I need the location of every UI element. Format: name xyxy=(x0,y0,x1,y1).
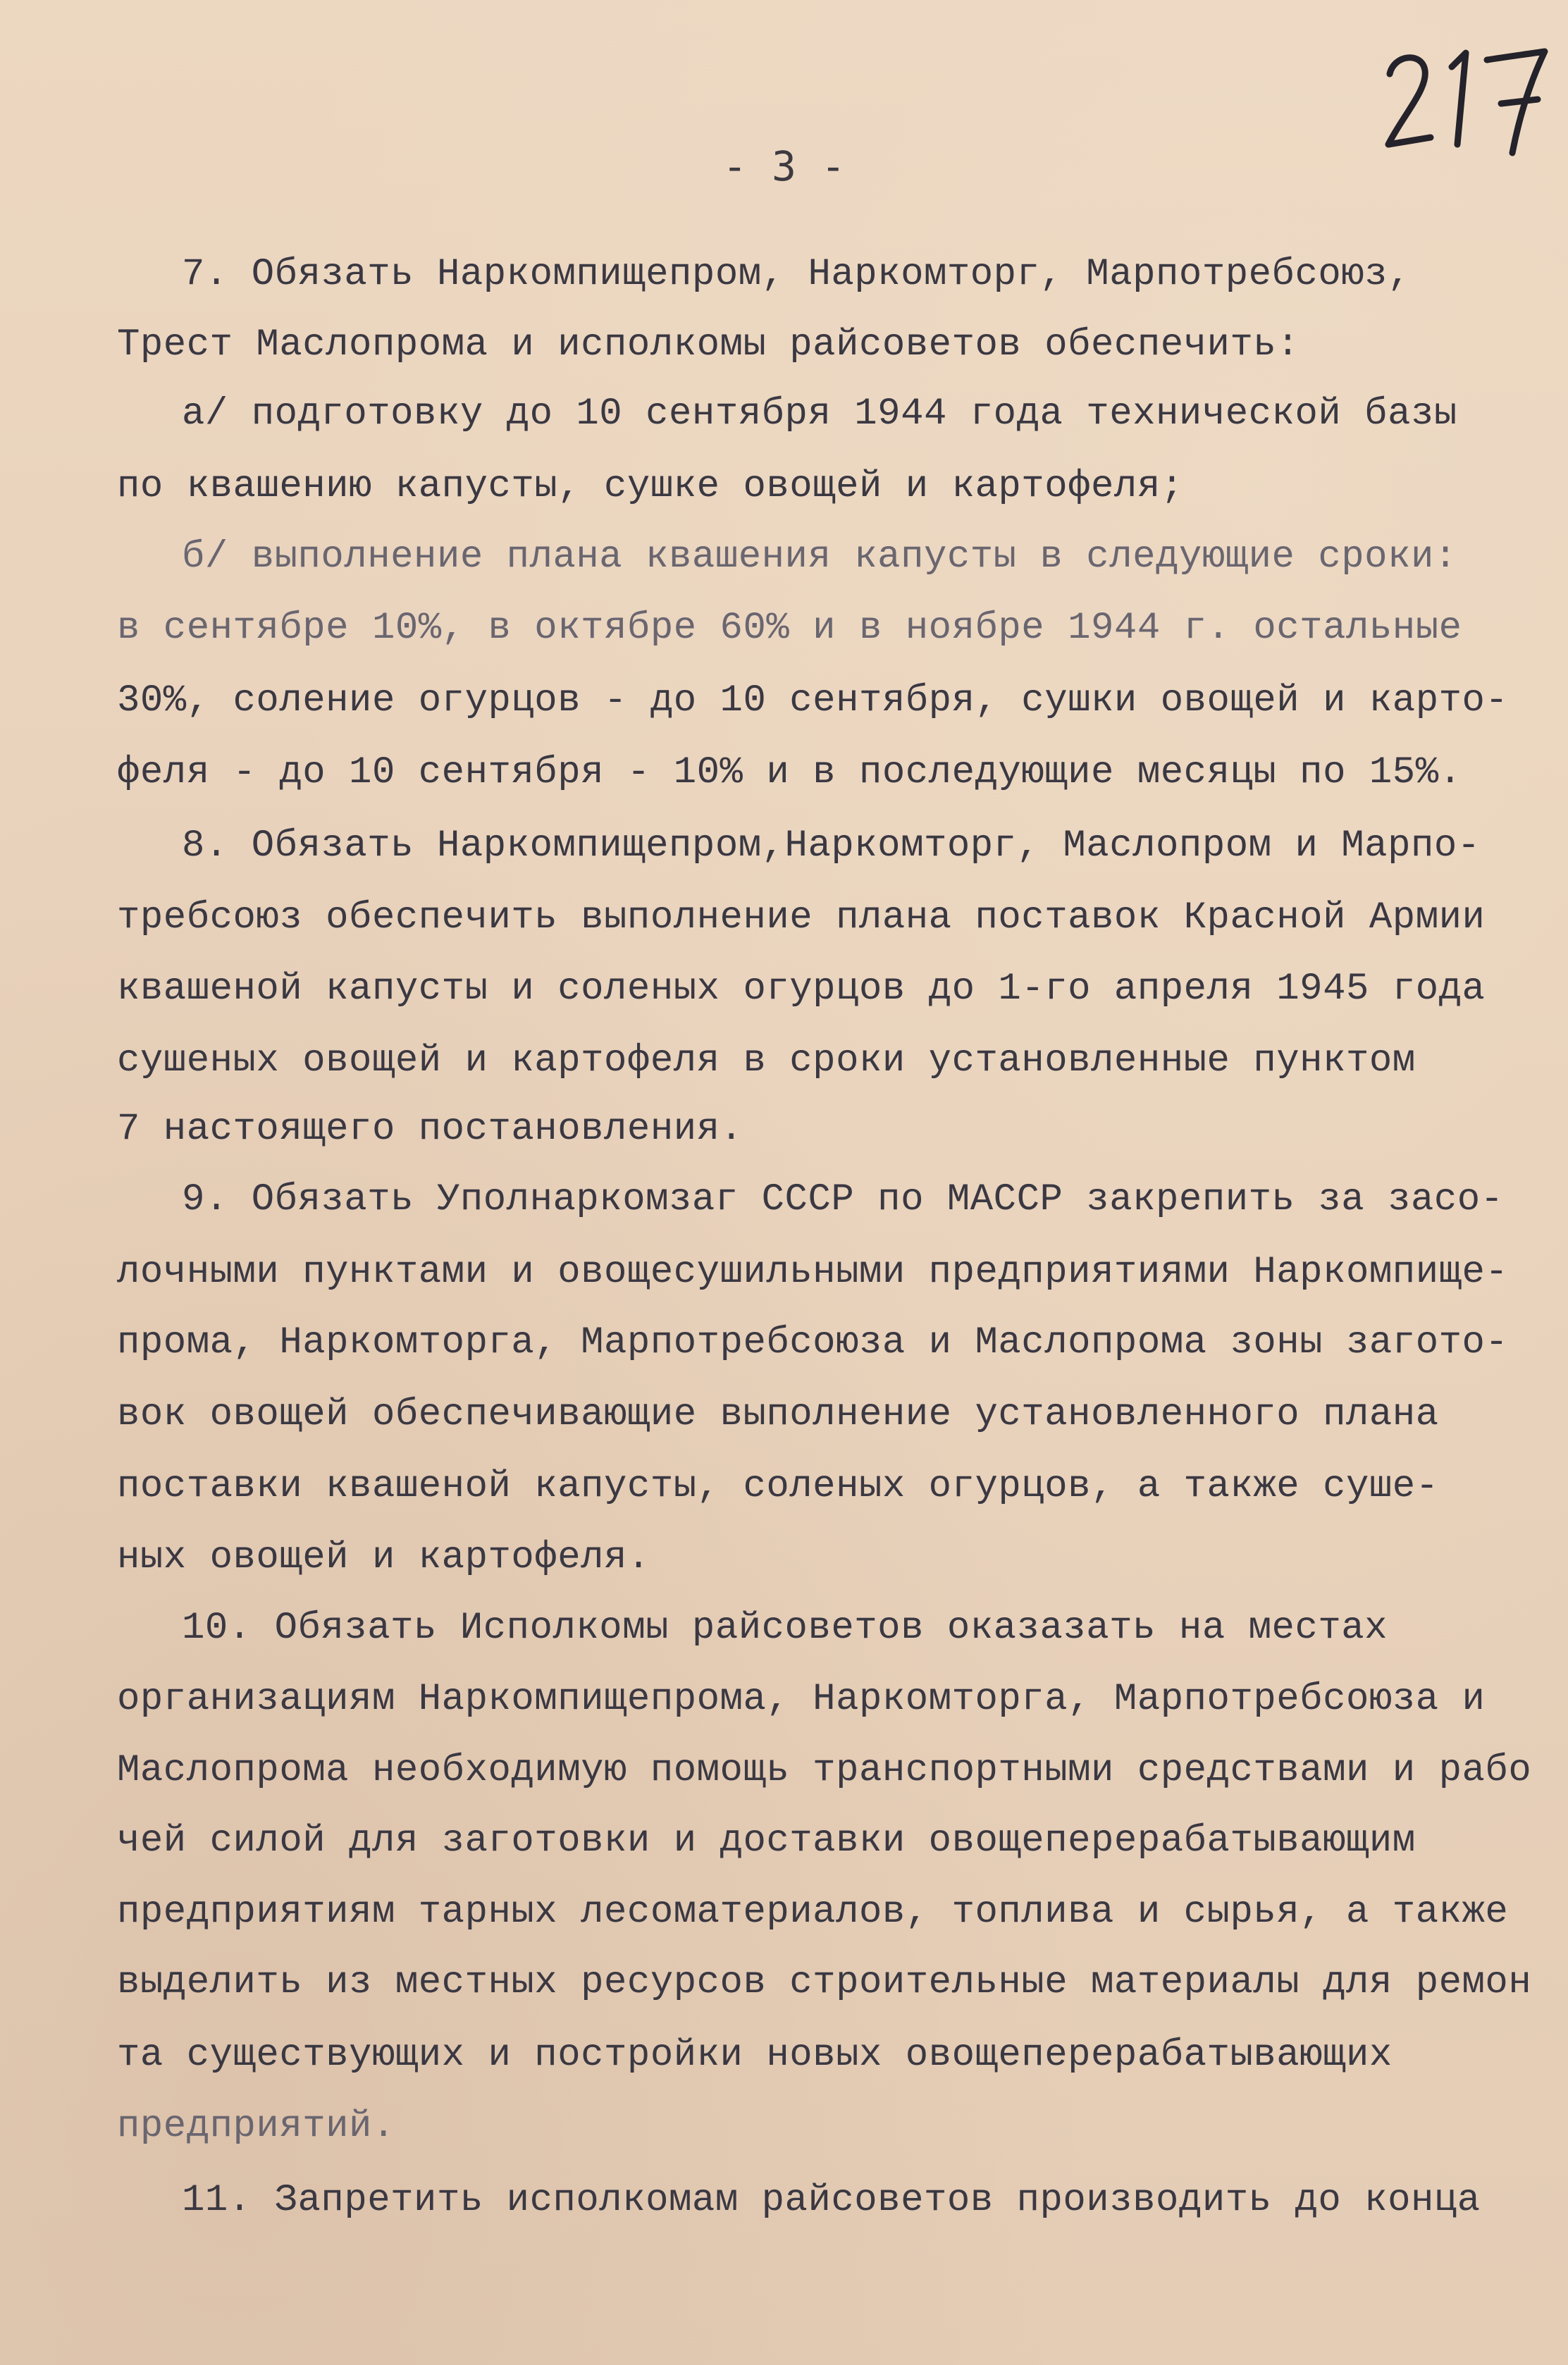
text-line: Трест Маслопрома и исполкомы райсоветов обеспечить: xyxy=(117,323,1300,366)
text-line: предприятий. xyxy=(117,2105,395,2148)
text-line: та существующих и постройки новых овощеперерабатывающих xyxy=(117,2034,1393,2077)
text-line: 10. Обязать Исполкомы райсоветов оказазать на местах xyxy=(182,1607,1388,1650)
text-line: 8. Обязать Наркомпищепром,Наркомторг, Маслопром и Марпо- xyxy=(182,825,1481,867)
text-line: феля - до 10 сентября - 10% и в последующие месяцы по 15%. xyxy=(117,751,1462,794)
text-line: б/ выполнение плана квашения капусты в следующие сроки: xyxy=(182,536,1457,579)
text-line: 30%, соление огурцов - до 10 сентября, сушки овощей и карто- xyxy=(117,679,1509,722)
text-line: чей силой для заготовки и доставки овощеперерабатывающим xyxy=(117,1820,1416,1863)
text-line: вок овощей обеспечивающие выполнение установленного плана xyxy=(117,1393,1439,1436)
text-line: а/ подготовку до 10 сентября 1944 года технической базы xyxy=(182,393,1457,436)
text-line: организациям Наркомпищепрома, Наркомторга, Марпотребсоюза и xyxy=(117,1678,1486,1721)
text-line: предприятиям тарных лесоматериалов, топлива и сырья, а также xyxy=(117,1891,1509,1934)
text-line: в сентябре 10%, в октябре 60% и в ноябре 1944 г. остальные xyxy=(117,607,1462,650)
text-line: 11. Запретить исполкомам райсоветов производить до конца xyxy=(182,2179,1481,2222)
text-line: 9. Обязать Уполнаркомзаг СССР по МАССР закрепить за засо- xyxy=(182,1178,1504,1221)
page-number: - 3 - xyxy=(722,142,846,190)
text-line: по квашению капусты, сушке овощей и картофеля; xyxy=(117,465,1184,508)
text-line: 7. Обязать Наркомпищепром, Наркомторг, Марпотребсоюз, xyxy=(182,253,1411,296)
text-line: поставки квашеной капусты, соленых огурцов, а также суше- xyxy=(117,1465,1439,1508)
text-line: прома, Наркомторга, Марпотребсоюза и Маслопрома зоны загото- xyxy=(117,1321,1509,1364)
text-line: лочными пунктами и овощесушильными предприятиями Наркомпище- xyxy=(117,1251,1509,1294)
text-line: ных овощей и картофеля. xyxy=(117,1536,650,1579)
text-line: выделить из местных ресурсов строительные материалы для ремон xyxy=(117,1961,1532,2004)
text-line: сушеных овощей и картофеля в сроки установленные пунктом xyxy=(117,1039,1416,1082)
text-line: 7 настоящего постановления. xyxy=(117,1108,743,1151)
text-line: Маслопрома необходимую помощь транспортными средствами и рабо xyxy=(117,1749,1532,1792)
text-line: квашеной капусты и соленых огурцов до 1-го апреля 1945 года xyxy=(117,968,1486,1011)
text-line: требсоюз обеспечить выполнение плана поставок Красной Армии xyxy=(117,896,1486,939)
